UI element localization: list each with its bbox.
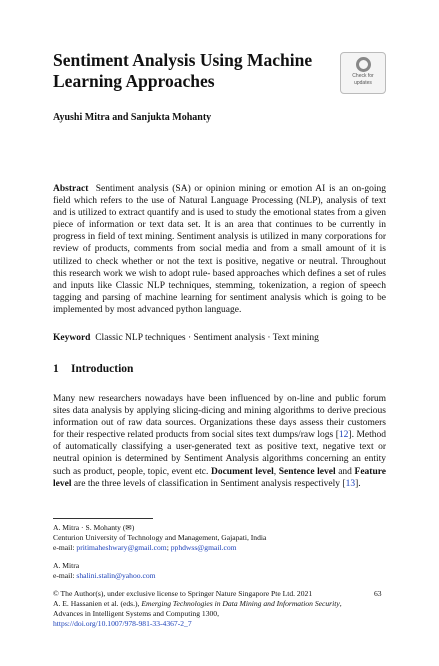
author-list: Ayushi Mitra and Sanjukta Mohanty [53,112,212,123]
doi-link[interactable]: https://doi.org/10.1007/978-981-33-4367-2_7 [53,619,192,628]
affil1-email-sep: ; [166,543,171,552]
email-link-pphdwss[interactable]: pphdwss@gmail.com [170,543,237,552]
intro-text-1: Many new researchers nowadays have been influenced by on-line and public forum sites data analysis by applying slicing-dicing and mining algorithms to derive precious information out of raw data sources. Organizations these days assess their customers for their respective related products from social sites text dumps/raw logs [ [53,394,386,441]
abstract-text: Sentiment analysis (SA) or opinion mining or emotion AI is an on-going field which refers to the use of Natural Language Processing (NLP), analysis of text and is utilized to extract quantify and is used to study the emotional states from a given piece of information or text data set. It is an area that continues to be currently in progress in field of text mining. Sentiment analysis is utilized in many corporations for review of products, comments from social media and from a small amount of it is utilized to check whether or not the text is positive, negative or neutral. Throughout this research work we wish to adopt rule- based approaches which defines a set of rules and inputs like Classic NLP techniques, stemming, tokenization, a region of speech tagging and parsing of machine learning for sentiment analysis which is going to be implemented by most advanced python language. [53,184,386,315]
abstract-label: Abstract [53,184,89,194]
email-link-shalini[interactable]: shalini.stalin@yahoo.com [76,571,156,580]
section-heading [53,363,133,375]
intro-text-3: , [273,466,279,477]
footnote-affiliation-1 [53,523,393,553]
affil1-email-label: e-mail: [53,543,77,552]
paper-title: Sentiment Analysis Using Machine Learning Approaches [53,50,313,91]
affil2-email-label: e-mail: [53,571,77,580]
email-link-pritimaheshwary[interactable]: pritimaheshwary@gmail.com [76,543,167,552]
citation-line [53,599,353,619]
abstract [53,183,386,316]
footnote-affiliation-2 [53,561,393,581]
intro-text-2: ]. Method of automatically classifying a user-generated text as positive text, negative text or neutral opinion is determined by Sentiment Analysis algorithms concerning an entity such as product, people, topic, event etc. [53,430,387,477]
doi-line [53,619,393,629]
affil2-author: A. Mitra [53,561,80,570]
citation-editors: A. E. Hassanien et al. (eds.), [53,599,142,608]
check-for-updates-badge[interactable] [340,52,386,94]
keywords [53,333,386,343]
keywords-label: Keyword [53,333,91,343]
check-for-updates-icon [356,57,371,72]
badge-line2: updates [354,80,372,86]
section-title: Introduction [71,363,134,375]
term-document-level: Document level [210,466,274,477]
affil1-institution: Centurion University of Technology and Management, Gajapati, India [53,533,267,542]
affil1-emails [53,543,393,553]
citation-link-13[interactable]: 13 [345,478,356,489]
intro-text-6: ]. [355,478,361,489]
series-info: , Advances in Intelligent Systems and Computing 1300, [53,599,342,618]
keywords-text: Classic NLP techniques · Sentiment analysis · Text mining [95,333,319,343]
intro-text-5: are the three levels of classification in Sentiment analysis respectively [ [71,478,346,489]
copyright-line: © The Author(s), under exclusive license to Springer Nature Singapore Pte Ltd. 2021 [53,589,313,598]
book-title: Emerging Technologies in Data Mining and Information Security [141,599,340,608]
page-number: 63 [374,589,382,598]
introduction-paragraph [53,393,386,490]
footnote-divider [53,518,153,519]
section-number: 1 [53,363,59,375]
citation-link-12[interactable]: 12 [338,430,349,441]
copyright-block [53,589,353,629]
affil2-email-line [53,571,393,581]
affil1-authors: A. Mitra · S. Mohanty (✉) [53,523,135,532]
intro-text-4: and [335,466,355,477]
badge-line1: Check for [352,73,374,79]
term-feature-level: Feature level [53,466,387,489]
term-sentence-level: Sentence level [278,466,336,477]
